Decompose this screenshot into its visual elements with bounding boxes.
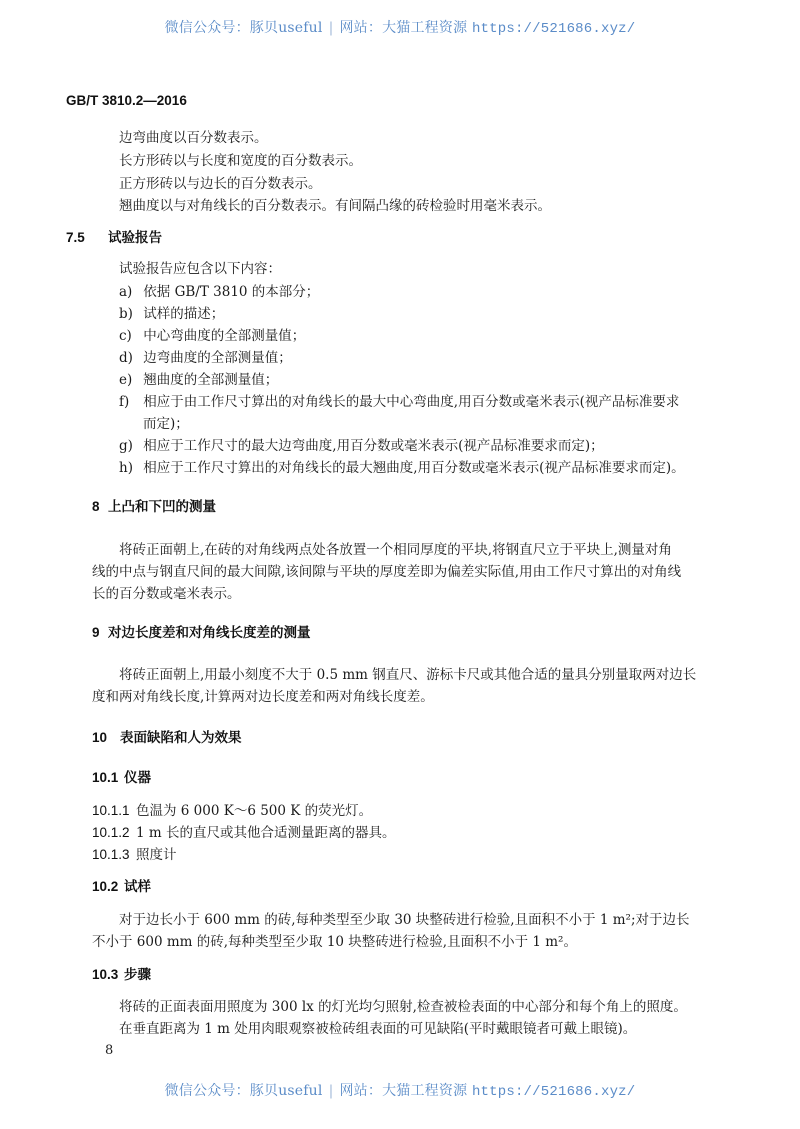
watermark-site-label: 网站：大猫工程资源 xyxy=(339,20,468,36)
section-number: 7.5 xyxy=(66,230,85,245)
list-label: f) xyxy=(119,394,130,410)
list-item xyxy=(119,370,278,390)
list-label: h) xyxy=(119,460,133,476)
list-text: 翘曲度的全部测量值； xyxy=(143,372,279,388)
list-item xyxy=(119,282,319,302)
paragraph-line: 对于边长小于 600 mm 的砖,每种类型至少取 30 块整砖进行检验,且面积不小于 1 m²;对于边长 xyxy=(119,912,690,928)
list-item xyxy=(119,392,679,412)
watermark-wechat: 微信公众号：豚贝useful xyxy=(164,1083,323,1099)
standard-code: GB/T 3810.2—2016 xyxy=(66,93,187,108)
section-title: 试验报告 xyxy=(108,230,162,245)
section-heading-10-3 xyxy=(92,965,151,985)
section-heading-9 xyxy=(92,623,311,643)
watermark-site-label: 网站：大猫工程资源 xyxy=(339,1083,468,1099)
list-label: d) xyxy=(119,350,133,366)
intro-line: 正方形砖以与边长的百分数表示。 xyxy=(119,176,322,192)
section-number: 10.2 xyxy=(92,879,119,894)
section-heading-7-5 xyxy=(66,228,162,248)
list-item xyxy=(119,436,604,456)
watermark-top xyxy=(0,17,800,37)
list-text: 相应于工作尺寸的最大边弯曲度,用百分数或毫米表示(视产品标准要求而定)； xyxy=(143,438,604,454)
section-title: 试样 xyxy=(124,879,151,894)
list-label: c) xyxy=(119,328,132,344)
watermark-bottom xyxy=(0,1080,800,1100)
clause-text: 照度计 xyxy=(136,847,177,863)
list-label: b) xyxy=(119,306,133,322)
section-title: 上凸和下凹的测量 xyxy=(108,499,216,514)
clause-number: 10.1.2 xyxy=(92,825,130,840)
list-text: 试样的描述； xyxy=(143,306,225,322)
paragraph-line: 线的中点与钢直尺间的最大间隙,该间隙与平块的厚度差即为偏差实际值,用由工作尺寸算出的对角线 xyxy=(92,564,682,580)
watermark-wechat: 微信公众号：豚贝useful xyxy=(164,20,323,36)
watermark-url[interactable]: https://521686.xyz/ xyxy=(471,21,636,37)
list-item xyxy=(119,458,685,478)
list-label: a) xyxy=(119,284,133,300)
list-label: g) xyxy=(119,438,133,454)
section-number: 10.3 xyxy=(92,967,119,982)
page-number: 8 xyxy=(105,1043,114,1058)
section-number: 9 xyxy=(92,625,100,640)
clause-text: 1 m 长的直尺或其他合适测量距离的器具。 xyxy=(136,825,396,841)
clause-number: 10.1.1 xyxy=(92,803,130,818)
paragraph-line: 将砖正面朝上,用最小刻度不大于 0.5 mm 钢直尺、游标卡尺或其他合适的量具分别量取两对边长 xyxy=(119,667,697,683)
list-text: 中心弯曲度的全部测量值； xyxy=(143,328,306,344)
section-title: 步骤 xyxy=(124,967,151,982)
list-text: 边弯曲度的全部测量值； xyxy=(143,350,292,366)
list-text: 依据 GB/T 3810 的本部分； xyxy=(143,284,320,300)
paragraph-line: 长的百分数或毫米表示。 xyxy=(92,586,241,602)
paragraph-line: 在垂直距离为 1 m 处用肉眼观察被检砖组表面的可见缺陷(平时戴眼镜者可戴上眼镜)。 xyxy=(119,1021,637,1037)
intro-line: 长方形砖以与长度和宽度的百分数表示。 xyxy=(119,153,362,169)
section-number: 10.1 xyxy=(92,770,119,785)
section-title: 表面缺陷和人为效果 xyxy=(120,730,242,745)
list-item xyxy=(119,348,292,368)
section-title: 仪器 xyxy=(124,770,151,785)
clause-text: 色温为 6 000 K～6 500 K 的荧光灯。 xyxy=(136,803,373,819)
section-heading-10-1 xyxy=(92,768,151,788)
paragraph-line: 将砖正面朝上,在砖的对角线两点处各放置一个相同厚度的平块,将钢直尺立于平块上,测量对角 xyxy=(119,542,672,558)
watermark-url[interactable]: https://521686.xyz/ xyxy=(471,1084,636,1100)
section-number: 8 xyxy=(92,499,100,514)
paragraph-line: 度和两对角线长度,计算两对边长度差和两对角线长度差。 xyxy=(92,689,434,705)
paragraph-line: 不小于 600 mm 的砖,每种类型至少取 10 块整砖进行检验,且面积不小于 1 m²。 xyxy=(92,934,577,950)
list-text: 相应于工作尺寸算出的对角线长的最大翘曲度,用百分数或毫米表示(视产品标准要求而定)。 xyxy=(143,460,685,476)
paragraph-line: 将砖的正面表面用照度为 300 lx 的灯光均匀照射,检查被检表面的中心部分和每个角上的照度。 xyxy=(119,999,687,1015)
clause-number: 10.1.3 xyxy=(92,847,130,862)
report-lead: 试验报告应包含以下内容： xyxy=(119,261,281,277)
list-item xyxy=(119,326,305,346)
section-heading-10-2 xyxy=(92,877,151,897)
section-title: 对边长度差和对角线长度差的测量 xyxy=(108,625,311,640)
list-item xyxy=(119,304,224,324)
intro-line: 边弯曲度以百分数表示。 xyxy=(119,130,268,146)
intro-line: 翘曲度以与对角线长的百分数表示。有间隔凸缘的砖检验时用毫米表示。 xyxy=(119,198,551,214)
clause-item xyxy=(92,801,372,821)
section-heading-10 xyxy=(92,728,242,748)
section-number: 10 xyxy=(92,730,108,745)
watermark-separator: | xyxy=(328,1083,334,1099)
list-item-continuation: 而定)； xyxy=(143,416,189,432)
list-text: 相应于由工作尺寸算出的对角线长的最大中心弯曲度,用百分数或毫米表示(视产品标准要求 xyxy=(143,394,680,410)
section-heading-8 xyxy=(92,497,216,517)
list-label: e) xyxy=(119,372,133,388)
clause-item xyxy=(92,823,395,843)
watermark-separator: | xyxy=(328,20,334,36)
clause-item xyxy=(92,845,177,865)
